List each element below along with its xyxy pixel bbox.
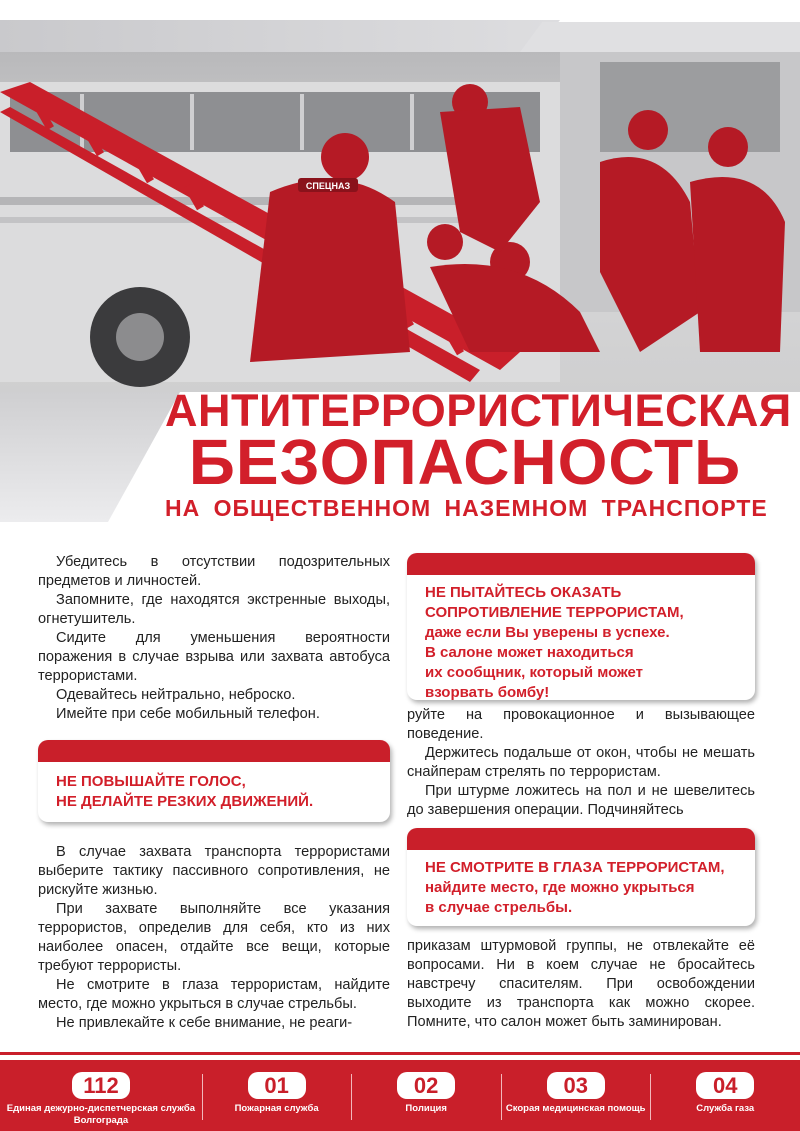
callout-right-1 <box>407 553 755 700</box>
paragraph: руйте на провокационное и вызывающее поведение. <box>407 707 755 742</box>
service-name: Пожарная служба <box>234 1103 319 1114</box>
side-gray-decoration <box>0 392 180 522</box>
service-name: Скорая медицинская помощь <box>505 1103 646 1114</box>
callout-line: НЕ ДЕЛАЙТЕ РЕЗКИХ ДВИЖЕНИЙ. <box>56 793 314 810</box>
phone-number-badge[interactable]: 03 <box>547 1072 605 1099</box>
callout-line: даже если Вы уверены в успехе. <box>425 624 670 641</box>
callout-right-2 <box>407 828 755 926</box>
right-text-block-1 <box>407 706 755 820</box>
title-line3: НА ОБЩЕСТВЕННОМ НАЗЕМНОМ ТРАНСПОРТЕ <box>165 495 768 521</box>
left-text-block-2 <box>38 843 390 1033</box>
emergency-item <box>501 1060 651 1131</box>
paragraph: Убедитесь в отсутствии подозрительных предметов и личностей. <box>38 554 390 589</box>
callout-line: найдите место, где можно укрыться <box>425 879 695 896</box>
paragraph: Держитесь подальше от окон, чтобы не мешать снайперам стрелять по террористам. <box>407 745 755 780</box>
callout-line: взорвать бомбу! <box>425 684 550 700</box>
right-text-block-2 <box>407 937 755 1032</box>
callout-line: НЕ ПЫТАЙТЕСЬ ОКАЗАТЬ <box>425 584 622 601</box>
callout-line: НЕ ПОВЫШАЙТЕ ГОЛОС, <box>56 773 246 790</box>
phone-number-badge[interactable]: 01 <box>248 1072 306 1099</box>
spetsnaz-badge: СПЕЦНАЗ <box>305 181 351 191</box>
hero-photo <box>0 52 800 392</box>
callout-cap <box>38 740 390 762</box>
paragraph: Имейте при себе мобильный телефон. <box>56 706 320 722</box>
paragraph: В случае захвата транспорта террористами выберите тактику пассивного сопротивления, не рискуйте жизнью. <box>38 844 390 898</box>
callout-line: их сообщник, который может <box>425 664 644 681</box>
emergency-numbers-footer <box>0 1060 800 1131</box>
callout-line: в случае стрельбы. <box>425 899 573 916</box>
service-name: Служба газа <box>696 1103 755 1114</box>
footer-divider <box>0 1052 800 1055</box>
phone-number-badge[interactable]: 04 <box>696 1072 754 1099</box>
paragraph: Запомните, где находятся экстренные выходы, огнетушитель. <box>38 592 390 627</box>
callout-cap <box>407 828 755 850</box>
header-light-stripe <box>520 22 800 52</box>
title-line1: АНТИТЕРРОРИСТИЧЕСКАЯ <box>165 385 792 436</box>
emergency-item <box>0 1060 202 1131</box>
emergency-item <box>650 1060 800 1131</box>
callout-line: СОПРОТИВЛЕНИЕ ТЕРРОРИСТАМ, <box>425 604 684 621</box>
title-line2: БЕЗОПАСНОСТЬ <box>188 426 742 498</box>
service-name: Единая дежурно-диспетчерская служба Волгограда <box>6 1103 196 1126</box>
paragraph: Не привлекайте к себе внимание, не реаги- <box>56 1015 353 1031</box>
left-text-block-1 <box>38 553 390 724</box>
phone-number-badge[interactable]: 02 <box>397 1072 455 1099</box>
paragraph: Сидите для уменьшения вероятности поражения в случае взрыва или захвата автобуса террористами. <box>38 630 390 684</box>
callout-line: НЕ СМОТРИТЕ В ГЛАЗА ТЕРРОРИСТАМ, <box>425 859 725 876</box>
callout-cap <box>407 553 755 575</box>
hero-illustration <box>0 52 800 392</box>
emergency-item <box>202 1060 352 1131</box>
paragraph: При штурме ложитесь на пол и не шевелитесь до завершения операции. Подчиняйтесь <box>407 783 755 818</box>
callout-line: В салоне может находиться <box>425 644 634 661</box>
paragraph: приказам штурмовой группы, не отвлекайте её вопросами. Ни в коем случае не бросайтесь навстречу спасителям. При освобождении выходите из транспорта как можно скорее. Помните, что салон может быть заминирован. <box>407 938 755 1030</box>
phone-number-badge[interactable]: 112 <box>72 1072 130 1099</box>
paragraph: Одевайтесь нейтрально, неброско. <box>56 687 296 703</box>
paragraph: Не смотрите в глаза террористам, найдите место, где можно укрыться в случае стрельбы. <box>38 977 390 1012</box>
paragraph: При захвате выполняйте все указания террористов, определив для себя, кто из них наиболее опасен, отдайте все вещи, которые требуют террористы. <box>38 901 390 974</box>
emergency-item <box>351 1060 501 1131</box>
callout-left <box>38 740 390 822</box>
service-name: Полиция <box>405 1103 447 1114</box>
